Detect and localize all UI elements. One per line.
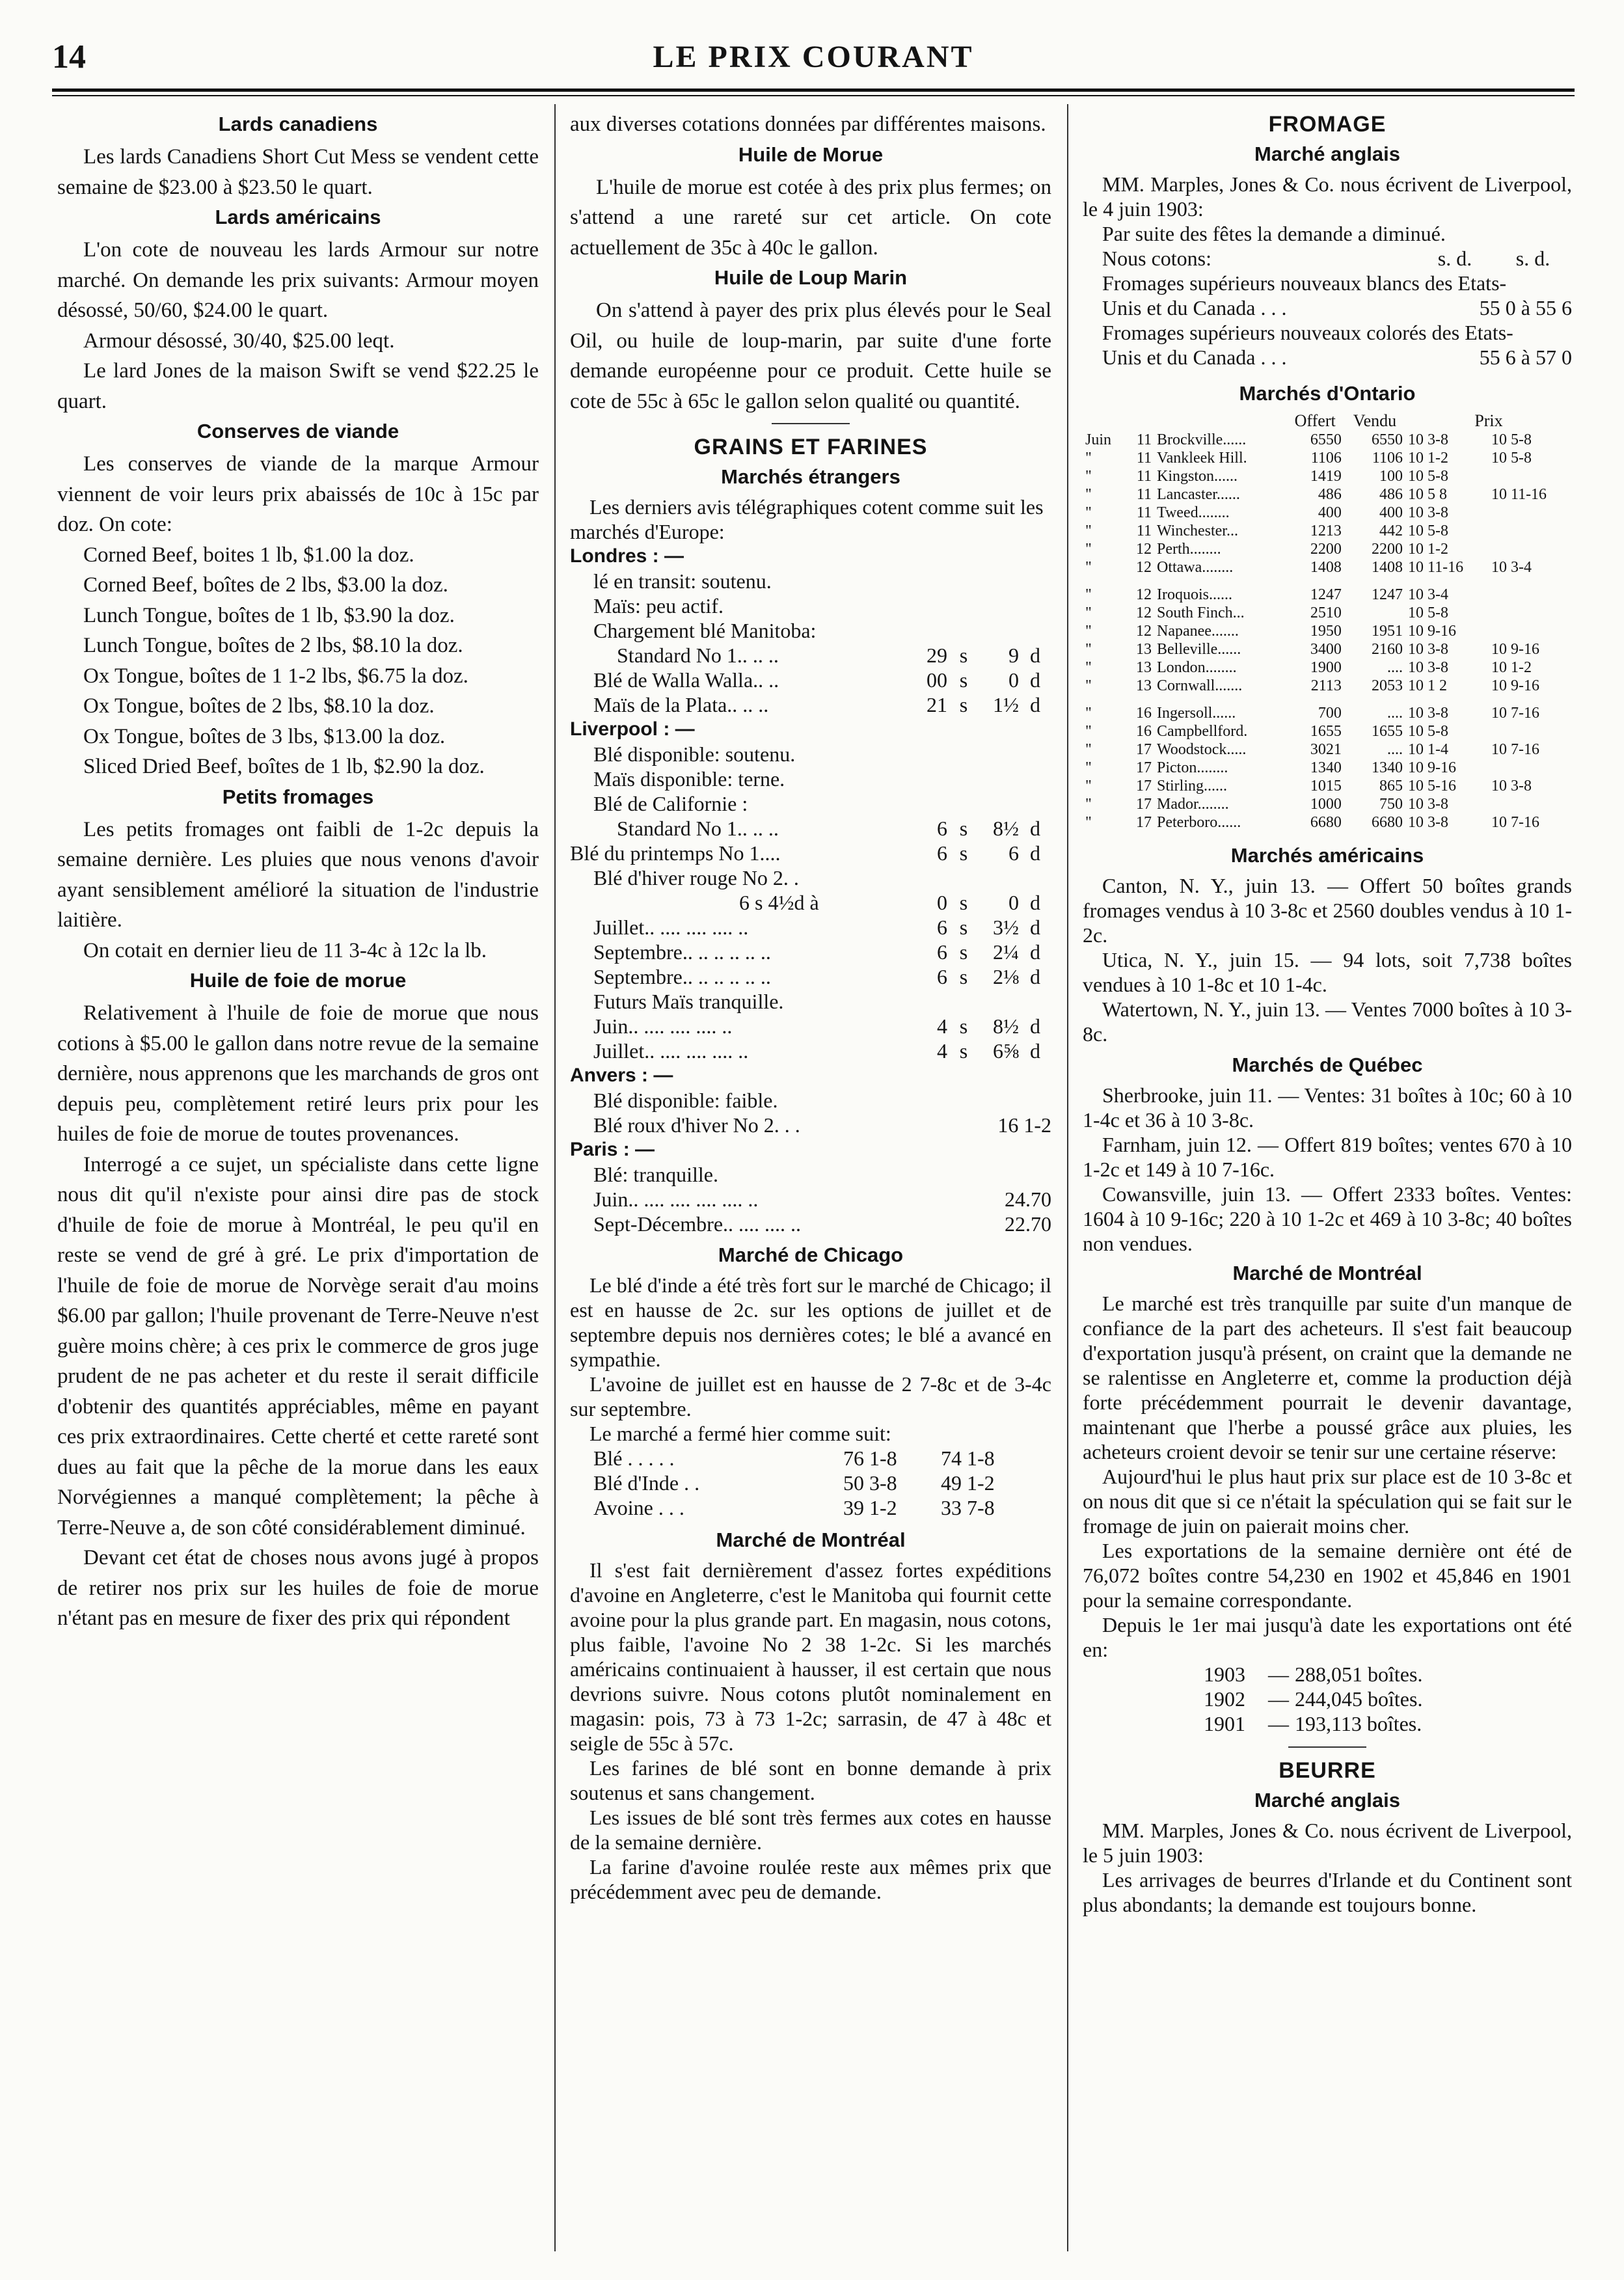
- table-row: [1083, 604, 1572, 622]
- table-cell: 11: [1136, 504, 1152, 521]
- table-cell: ": [1085, 504, 1092, 521]
- separator: [772, 423, 850, 424]
- section-heading: BEURRE: [1279, 1758, 1376, 1783]
- quote-row: Septembre.. .. .. .. .. .. 6 s 2¼ d: [593, 940, 1040, 964]
- table-cell: 10 5-8: [1407, 468, 1448, 485]
- table-cell: ": [1085, 586, 1092, 603]
- quote-line: Blé disponible: faible.: [593, 1089, 778, 1112]
- table-cell: 1106: [1372, 450, 1403, 467]
- quote-row: Unis et du Canada . . . 55 6 à 57 0: [1102, 346, 1572, 369]
- table-cell: Picton........: [1156, 759, 1228, 776]
- table-row: [1083, 504, 1572, 522]
- table-cell: 11: [1136, 450, 1152, 467]
- market-label: Anvers : —: [570, 1065, 673, 1086]
- quote-row: Standard No 1.. .. .. 29 s 9 d: [617, 644, 1040, 667]
- paragraph: L'avoine de juillet est en hausse de 2 7-8c et de 3-4c sur septembre.: [570, 1372, 1051, 1420]
- table-cell: 11: [1136, 431, 1152, 448]
- table-cell: Winchester...: [1156, 522, 1238, 539]
- price-item: Lunch Tongue, boîtes de 1 lb, $3.90 la doz.: [83, 603, 455, 627]
- table-cell: 700: [1318, 705, 1342, 722]
- table-cell: ....: [1387, 741, 1403, 758]
- table-cell: 6550: [1310, 431, 1342, 448]
- table-row: [1083, 485, 1572, 504]
- page-header: [52, 38, 1575, 83]
- table-cell: 12: [1135, 623, 1152, 640]
- table-cell: 1015: [1310, 778, 1342, 794]
- table-cell: 10 5-16: [1407, 778, 1456, 794]
- table-cell: 10 3-8: [1491, 778, 1532, 794]
- price-item: Corned Beef, boites 1 lb, $1.00 la doz.: [83, 543, 414, 567]
- table-cell: ": [1085, 759, 1092, 776]
- table-cell: [1489, 622, 1572, 640]
- quote-row: Blé du printemps No 1.... 6 s 6 d: [570, 841, 1040, 865]
- table-cell: 12: [1135, 586, 1152, 603]
- paragraph: L'on cote de nouveau les lards Armour sur notre marché. On demande les prix suivants: Armour moyen désossé, 50/60, $24.00 le quart.: [57, 238, 539, 322]
- section-heading: Lards américains: [215, 206, 381, 228]
- table-cell: 10 5-8: [1491, 431, 1532, 448]
- table-cell: Juin: [1085, 431, 1112, 448]
- table-cell: Lancaster......: [1156, 486, 1240, 503]
- paragraph: Les exportations de la semaine dernière ont été de 76,072 boîtes contre 54,230 en 1902 et 45,846 en 1901 pour la semaine correspondante.: [1083, 1539, 1572, 1612]
- table-cell: London........: [1156, 659, 1237, 676]
- paragraph: Les lards Canadiens Short Cut Mess se vendent cette semaine de $23.00 à $23.50 le quart.: [57, 145, 539, 199]
- table-cell: 10 1 2: [1407, 677, 1447, 694]
- table-cell: [1489, 540, 1572, 558]
- paragraph: aux diverses cotations données par différentes maisons.: [570, 113, 1046, 136]
- table-cell: 10 9-16: [1407, 623, 1456, 640]
- table-cell: Belleville......: [1156, 641, 1241, 658]
- table-cell: 1247: [1310, 586, 1342, 603]
- table-cell: 10 7-16: [1491, 705, 1539, 722]
- table-row: [1083, 540, 1572, 558]
- table-cell: 2053: [1371, 677, 1403, 694]
- table-cell: 6680: [1371, 814, 1403, 831]
- table-cell: 1655: [1310, 723, 1342, 740]
- table-cell: ....: [1387, 705, 1403, 722]
- table-cell: 12: [1135, 604, 1152, 621]
- table-cell: 10 3-8: [1407, 814, 1448, 831]
- section-heading: Marchés américains: [1230, 844, 1424, 867]
- market-label: Liverpool : —: [570, 718, 695, 740]
- table-cell: ": [1085, 641, 1092, 658]
- table-cell: ": [1085, 541, 1092, 558]
- table-cell: 3021: [1310, 741, 1342, 758]
- table-cell: 10 5-8: [1407, 604, 1448, 621]
- quote-row: Blé roux d'hiver No 2. . . 16 1-2: [593, 1113, 1051, 1137]
- table-row: [1083, 558, 1572, 577]
- table-cell: 1106: [1310, 450, 1342, 467]
- paragraph: Interrogé a ce sujet, un spécialiste dans cette ligne nous dit qu'il n'existe pour ainsi dire pas de stock d'huile de foie de morue à Montréal, le peu qu'il en reste se vend de gré à gré. Le prix d'importation de l'huile de foie de morue de Norvège serait d'au moins $6.00 par gallon; l'huile provenant de Terre-Neuve n'est guère moins chère; à ces prix le commerce de gros juge prudent de ne pas acheter et du reste il serait difficile d'obtenir des quantités appréciables, même en payant ces prix extraordinaires. Cette cherté et cette rareté sont dues au fait que la pêche de la morue dans les eaux Norvégiennes a manqué complètement; la pêche à Terre-Neuve a, de son côté considérablement diminué.: [57, 1152, 539, 1540]
- table-cell: 10 11-16: [1407, 559, 1464, 576]
- table-cell: [1489, 467, 1572, 485]
- column-1: [57, 109, 539, 1634]
- market-label: Paris : —: [570, 1139, 655, 1160]
- market-label: Londres : —: [570, 545, 684, 567]
- table-cell: 400: [1379, 504, 1403, 521]
- table-cell: 13: [1135, 659, 1152, 676]
- price-item: Lunch Tongue, boîtes de 2 lbs, $8.10 la doz.: [83, 634, 463, 657]
- paragraph: Les arrivages de beurres d'Irlande et du Continent sont plus abondants; la demande est toujours bonne.: [1083, 1868, 1572, 1916]
- paragraph: L'huile de morue est cotée à des prix plus fermes; on s'attend a une rareté sur cet article. On cote actuellement de 35c à 40c le gallon.: [570, 175, 1051, 260]
- table-cell: 486: [1379, 486, 1403, 503]
- table-cell: Kingston......: [1156, 468, 1238, 485]
- column-header: Vendu: [1353, 411, 1397, 430]
- table-cell: 10 9-16: [1407, 759, 1456, 776]
- price-item: Sliced Dried Beef, boîtes de 1 lb, $2.90 la doz.: [83, 755, 485, 778]
- table-cell: 1340: [1371, 759, 1403, 776]
- paragraph: Watertown, N. Y., juin 13. — Ventes 7000 boîtes à 10 3-8c.: [1083, 998, 1572, 1046]
- table-cell: Mador........: [1156, 796, 1229, 813]
- section-heading: Marchés de Québec: [1232, 1053, 1423, 1076]
- table-cell: 1408: [1310, 559, 1342, 576]
- table-cell: ....: [1387, 659, 1403, 676]
- section-heading: Petits fromages: [222, 785, 374, 808]
- table-cell: 10 5-8: [1491, 450, 1532, 467]
- table-cell: 10 1-4: [1407, 741, 1448, 758]
- table-cell: 10 9-16: [1491, 677, 1539, 694]
- section-heading: Marché de Montréal: [716, 1528, 906, 1551]
- column-header: Prix: [1474, 411, 1503, 430]
- table-cell: 750: [1379, 796, 1403, 813]
- subsection-heading: Marché anglais: [1254, 142, 1400, 165]
- section-heading: Huile de foie de morue: [189, 969, 407, 992]
- table-cell: 17: [1135, 814, 1152, 831]
- quote-row: Juin.. .... .... .... .. 4 s 8½ d: [593, 1014, 1040, 1038]
- quote-line: Maïs: peu actif.: [593, 594, 724, 618]
- table-row: [1083, 449, 1572, 467]
- table-row: [1083, 722, 1572, 740]
- table-cell: [1489, 586, 1572, 604]
- table-cell: 2200: [1371, 541, 1403, 558]
- paragraph: Utica, N. Y., juin 15. — 94 lots, soit 7,738 boîtes vendues à 10 1-8c et 10 1-4c.: [1083, 948, 1572, 996]
- paragraph: MM. Marples, Jones & Co. nous écrivent de Liverpool, le 4 juin 1903:: [1083, 172, 1572, 221]
- quote-line: Fromages supérieurs nouveaux colorés des Etats-: [1102, 321, 1513, 344]
- table-cell: 11: [1136, 522, 1152, 539]
- quote-row: Standard No 1.. .. .. 6 s 8½ d: [617, 817, 1040, 840]
- quote-line: Chargement blé Manitoba:: [593, 619, 817, 642]
- table-cell: 10 9-16: [1491, 641, 1539, 658]
- table-cell: Peterboro......: [1156, 814, 1241, 831]
- paragraph: Les derniers avis télégraphiques cotent comme suit les marchés d'Europe:: [570, 495, 1044, 543]
- table-cell: 12: [1135, 559, 1152, 576]
- quote-row: Maïs de la Plata.. .. .. 21 s 1½ d: [593, 693, 1040, 716]
- table-cell: [1489, 504, 1572, 522]
- table-cell: 13: [1135, 641, 1152, 658]
- table-cell: 6550: [1371, 431, 1403, 448]
- table-cell: 10 5-8: [1407, 723, 1448, 740]
- quote-row: Avoine . . . 39 1-2 33 7-8: [593, 1496, 995, 1519]
- table-cell: 11: [1136, 486, 1152, 503]
- paragraph: Devant cet état de choses nous avons jugé à propos de retirer nos prix sur les huiles de foie de morue n'étant pas en mesure de fixer des prix qui répondent: [57, 1546, 539, 1630]
- table-cell: ": [1085, 778, 1092, 794]
- paragraph: Canton, N. Y., juin 13. — Offert 50 boîtes grands fromages vendus à 10 3-8c et 2560 doubles vendus à 10 1-2c.: [1083, 874, 1572, 947]
- paragraph: Aujourd'hui le plus haut prix sur place est de 10 3-8c et on nous dit que si ce n'était la spéculation qui se fait sur le fromage de juin on paierait moins cher.: [1083, 1465, 1572, 1538]
- table-cell: [1489, 522, 1572, 540]
- table-row: [1083, 795, 1572, 813]
- paragraph: Les conserves de viande de la marque Armour viennent de voir leurs prix abaissés de 10c à 15c par doz. On cote:: [57, 452, 539, 536]
- table-cell: 10 7-16: [1491, 741, 1539, 758]
- quote-line: Blé d'hiver rouge No 2. .: [593, 866, 799, 889]
- header-rule: [52, 88, 1575, 92]
- table-cell: 3400: [1310, 641, 1342, 658]
- quote-line: Blé: tranquille.: [593, 1163, 718, 1186]
- table-cell: 17: [1135, 778, 1152, 794]
- quote-line: Fromages supérieurs nouveaux blancs des Etats-: [1102, 271, 1507, 295]
- table-cell: [1489, 759, 1572, 777]
- table-cell: 10 3-4: [1491, 559, 1532, 576]
- table-cell: [1344, 604, 1405, 622]
- section-heading: GRAINS ET FARINES: [694, 435, 928, 459]
- paragraph: Les farines de blé sont en bonne demande à prix soutenus et sans changement.: [570, 1756, 1051, 1804]
- table-cell: 6680: [1310, 814, 1342, 831]
- table-cell: 10 11-16: [1491, 486, 1547, 503]
- table-cell: ": [1085, 623, 1092, 640]
- paragraph: Armour désossé, 30/40, $25.00 leqt.: [83, 329, 395, 353]
- paragraph: Relativement à l'huile de foie de morue que nous cotions à $5.00 le gallon dans notre revue de la semaine dernière, nous apprenons que les marchands de gros ont depuis peu, complètement retiré leurs prix pour les huiles de foie de morue de toutes provenances.: [57, 1001, 539, 1146]
- quote-row: Blé de Walla Walla.. .. 00 s 0 d: [593, 668, 1040, 692]
- table-cell: 10 5-8: [1407, 522, 1448, 539]
- quote-row: 6 s 4½d à 0 s 0 d: [739, 891, 1040, 914]
- table-cell: Campbellford.: [1156, 723, 1248, 740]
- quote-row: Blé . . . . . 76 1-8 74 1-8: [593, 1446, 995, 1470]
- table-cell: ": [1085, 486, 1092, 503]
- table-cell: [1489, 604, 1572, 622]
- table-cell: ": [1085, 723, 1092, 740]
- column-2: [570, 109, 1051, 1904]
- column-header: Offert: [1294, 411, 1336, 430]
- table-cell: 10 5 8: [1407, 486, 1447, 503]
- table-cell: 1213: [1310, 522, 1342, 539]
- page-title: LE PRIX COURANT: [653, 40, 974, 74]
- table-row: [1083, 813, 1572, 832]
- table-cell: 17: [1135, 741, 1152, 758]
- table-row: [1083, 622, 1572, 640]
- ontario-markets-table: [1083, 411, 1572, 832]
- table-cell: Brockville......: [1156, 431, 1247, 448]
- table-cell: 1340: [1310, 759, 1342, 776]
- paragraph: MM. Marples, Jones & Co. nous écrivent de Liverpool, le 5 juin 1903:: [1083, 1819, 1572, 1867]
- table-row: [1083, 640, 1572, 658]
- table-cell: 10 3-8: [1407, 504, 1448, 521]
- table-cell: 486: [1318, 486, 1342, 503]
- column-divider: [1067, 104, 1068, 2251]
- table-cell: 10 7-16: [1491, 814, 1539, 831]
- quote-row: Sept-Décembre.. .... .... .. 22.70: [593, 1212, 1051, 1236]
- table-cell: 1951: [1371, 623, 1403, 640]
- table-cell: [1489, 795, 1572, 813]
- table-cell: 11: [1136, 468, 1152, 485]
- table-row: [1083, 740, 1572, 759]
- section-heading: Marché de Montréal: [1232, 1262, 1422, 1284]
- table-cell: 10 1-2: [1407, 541, 1448, 558]
- table-cell: 17: [1135, 759, 1152, 776]
- table-cell: ": [1085, 741, 1092, 758]
- quote-row: Unis et du Canada . . . 55 0 à 55 6: [1102, 296, 1572, 319]
- table-cell: Woodstock.....: [1156, 741, 1247, 758]
- table-cell: ": [1085, 604, 1092, 621]
- table-cell: 10 3-8: [1407, 431, 1448, 448]
- quote-line: Blé disponible: soutenu.: [593, 742, 796, 766]
- table-cell: 10 3-8: [1407, 705, 1448, 722]
- table-cell: 400: [1318, 504, 1342, 521]
- page-number: 14: [52, 38, 86, 75]
- table-cell: 10 3-4: [1407, 586, 1448, 603]
- section-heading: Lards canadiens: [218, 113, 378, 135]
- paragraph: Sherbrooke, juin 11. — Ventes: 31 boîtes à 10c; 60 à 10 1-4c et 36 à 10 3-8c.: [1083, 1083, 1572, 1132]
- table-row: [1083, 586, 1572, 604]
- subsection-heading: Marché anglais: [1254, 1789, 1400, 1812]
- quote-line: Futurs Maïs tranquille.: [593, 990, 784, 1013]
- paragraph: Les issues de blé sont très fermes aux cotes en hausse de la semaine dernière.: [570, 1806, 1051, 1854]
- table-cell: ": [1085, 522, 1092, 539]
- table-cell: Ingersoll......: [1156, 705, 1236, 722]
- table-cell: Stirling......: [1156, 778, 1227, 794]
- table-cell: Perth........: [1156, 541, 1221, 558]
- header-rule-thin: [52, 95, 1575, 96]
- paragraph: On s'attend à payer des prix plus élevés pour le Seal Oil, ou huile de loup-marin, par suite d'une forte demande européenne pour ce produit. Cette huile se cote de 55c à 65c le gallon selon qualité ou quantité.: [570, 299, 1051, 413]
- quote-row: Blé d'Inde . . 50 3-8 49 1-2: [593, 1471, 995, 1495]
- table-cell: 10 1-2: [1407, 450, 1448, 467]
- section-heading: Huile de Morue: [738, 142, 884, 166]
- table-row: [1083, 759, 1572, 777]
- table-cell: ": [1085, 468, 1092, 485]
- paragraph: Cowansville, juin 13. — Offert 2333 boîtes. Ventes: 1604 à 10 9-16c; 220 à 10 1-2c et 469 à 10 3-8c; 40 boîtes non vendues.: [1083, 1182, 1572, 1255]
- table-row: [1083, 777, 1572, 795]
- paragraph: La farine d'avoine roulée reste aux mêmes prix que précédemment avec peu de demande.: [570, 1855, 1051, 1903]
- table-cell: Iroquois......: [1156, 586, 1232, 603]
- table-spacer: [1083, 577, 1572, 586]
- table-cell: 1655: [1371, 723, 1403, 740]
- quote-line: Blé de Californie :: [593, 792, 748, 815]
- table-cell: 16: [1135, 705, 1152, 722]
- quote-row: Septembre.. .. .. .. .. .. 6 s 2⅛ d: [593, 965, 1040, 988]
- table-cell: 2160: [1371, 641, 1403, 658]
- section-heading: Conserves de viande: [196, 420, 399, 442]
- quote-line: lé en transit: soutenu.: [593, 569, 772, 593]
- export-row: 1903 — 288,051 boîtes.: [1204, 1663, 1423, 1686]
- quote-row: Nous cotons: s. d. s. d.: [1102, 247, 1550, 270]
- table-cell: 17: [1135, 796, 1152, 813]
- price-item: Ox Tongue, boîtes de 3 lbs, $13.00 la doz.: [83, 724, 446, 748]
- table-cell: ": [1085, 450, 1092, 467]
- table-cell: 1000: [1310, 796, 1342, 813]
- table-cell: ": [1085, 677, 1092, 694]
- price-item: Ox Tongue, boîtes de 1 1-2 lbs, $6.75 la doz.: [83, 664, 468, 688]
- table-cell: 1247: [1371, 586, 1403, 603]
- quote-row: Juillet.. .... .... .... .. 4 s 6⅝ d: [593, 1039, 1040, 1063]
- table-spacer: [1083, 695, 1572, 704]
- subsection-heading: Marchés étrangers: [721, 465, 900, 488]
- paragraph: Le marché a fermé hier comme suit:: [589, 1422, 891, 1445]
- table-cell: Cornwall.......: [1156, 677, 1243, 694]
- table-cell: ": [1085, 559, 1092, 576]
- table-cell: 16: [1135, 723, 1152, 740]
- table-cell: [1489, 722, 1572, 740]
- price-item: Corned Beef, boîtes de 2 lbs, $3.00 la doz.: [83, 573, 448, 597]
- paragraph: Il s'est fait dernièrement d'assez fortes expéditions d'avoine en Angleterre, c'est le Manitoba qui fournit cette avoine pour la plus grande part. En magasin, nous cotons, plus faible, l'avoine No 2 38 1-2c. Si les marchés américains continuaient à hausser, il est certain que nous devrions suivre. Nous cotons plutôt nominalement en magasin: pois, 73 à 73 1-2c; sarrasin, de 47 à 48c et seigle de 55c à 57c.: [570, 1558, 1051, 1755]
- table-cell: ": [1085, 796, 1092, 813]
- paragraph: Les petits fromages ont faibli de 1-2c depuis la semaine dernière. Les pluies que nous venons d'avoir ayant sensiblement amélioré la situation de l'industrie laitière.: [57, 817, 539, 932]
- table-cell: ": [1085, 659, 1092, 676]
- paragraph: Le blé d'inde a été très fort sur le marché de Chicago; il est en hausse de 2c. sur les options de juillet et de septembre depuis nos dernières cotes; le blé a avancé en sympathie.: [570, 1273, 1051, 1371]
- table-cell: 2113: [1310, 677, 1342, 694]
- export-row: 1902 — 244,045 boîtes.: [1204, 1687, 1423, 1711]
- table-cell: 1408: [1371, 559, 1403, 576]
- section-heading: Marché de Chicago: [718, 1243, 904, 1266]
- table-cell: 1419: [1310, 468, 1342, 485]
- paragraph: Par suite des fêtes la demande a diminué.: [1102, 222, 1446, 245]
- table-cell: 2200: [1310, 541, 1342, 558]
- export-row: 1901 — 193,113 boîtes.: [1204, 1712, 1422, 1735]
- table-cell: 10 3-8: [1407, 796, 1448, 813]
- table-cell: 865: [1379, 778, 1403, 794]
- table-row: [1083, 431, 1572, 449]
- table-cell: 12: [1135, 541, 1152, 558]
- table-cell: Vankleek Hill.: [1156, 450, 1247, 467]
- table-row: [1083, 658, 1572, 677]
- quote-row: Juin.. .... .... .... .... .. 24.70: [593, 1188, 1051, 1211]
- table-cell: Tweed........: [1156, 504, 1230, 521]
- table-cell: 2510: [1310, 604, 1342, 621]
- paragraph: Depuis le 1er mai jusqu'à date les exportations ont été en:: [1083, 1613, 1572, 1661]
- section-heading: Marchés d'Ontario: [1239, 382, 1416, 405]
- column-divider: [554, 104, 556, 2251]
- table-row: [1083, 704, 1572, 722]
- table-cell: Ottawa........: [1156, 559, 1234, 576]
- table-cell: 10 1-2: [1491, 659, 1532, 676]
- quote-line: Maïs disponible: terne.: [593, 767, 785, 791]
- separator: [1288, 1746, 1366, 1748]
- table-cell: 10 3-8: [1407, 659, 1448, 676]
- table-row: [1083, 677, 1572, 695]
- table-cell: 100: [1379, 468, 1403, 485]
- paragraph: On cotait en dernier lieu de 11 3-4c à 12c la lb.: [83, 938, 487, 962]
- table-cell: ": [1085, 705, 1092, 722]
- table-cell: 442: [1379, 522, 1403, 539]
- table-cell: 1950: [1310, 623, 1342, 640]
- quote-row: Juillet.. .... .... .... .. 6 s 3½ d: [593, 916, 1040, 939]
- table-cell: ": [1085, 814, 1092, 831]
- table-row: [1083, 522, 1572, 540]
- column-3: [1083, 109, 1572, 1917]
- table-cell: Napanee.......: [1156, 623, 1239, 640]
- paragraph: Le lard Jones de la maison Swift se vend $22.25 le quart.: [57, 359, 539, 413]
- table-cell: 1900: [1310, 659, 1342, 676]
- price-item: Ox Tongue, boîtes de 2 lbs, $8.10 la doz.: [83, 694, 435, 718]
- paragraph: Farnham, juin 12. — Offert 819 boîtes; ventes 670 à 10 1-2c et 149 à 10 7-16c.: [1083, 1133, 1572, 1181]
- section-heading: FROMAGE: [1268, 112, 1387, 137]
- table-cell: 10 3-8: [1407, 641, 1448, 658]
- table-cell: 13: [1135, 677, 1152, 694]
- section-heading: Huile de Loup Marin: [714, 266, 908, 289]
- paragraph: Le marché est très tranquille par suite d'un manque de confiance de la part des acheteurs. Il s'est fait beaucoup d'exportation jusqu'à présent, on craint que la demande ne se ralentisse en Angleterre et, comme la production déjà forte précédemment pourrait le devenir davantage, maintenant que l'herbe a poussé grâce aux pluies, les acheteurs croient devoir se tenir sur une certaine réserve:: [1083, 1292, 1572, 1463]
- table-cell: South Finch...: [1156, 604, 1245, 621]
- table-row: [1083, 467, 1572, 485]
